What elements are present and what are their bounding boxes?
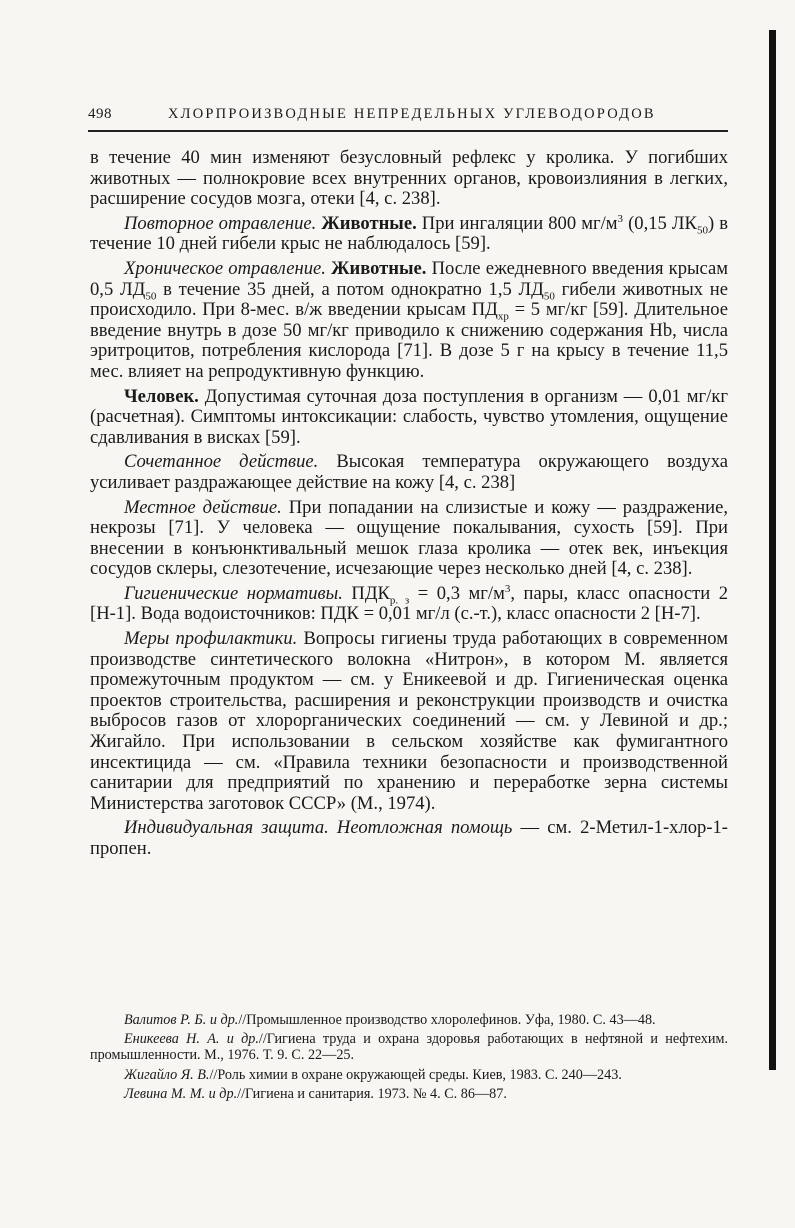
page-edge-shadow [769,30,776,1070]
subject-label: Животные. [331,257,427,279]
paragraph-chronic-poisoning: Хроническое отравление. Животные. После ежедневного введения крысам 0,5 $ЛД_{50}$ в течение 35 дней, а потом однократно 1,5 $ЛД_{50}$ гибели животных не происходило. При 8-мес. в/ж введении крысам $ПД_{хр} = 5$ мг/кг [59]. Длительное введение внутрь в дозе 50 мг/кг приводило к снижению содержания Hb, числа эритроцитов, потребления кислорода [71]. В дозе 5 г на крысу в течение 11,5 мес. влияет на репродуктивную функцию. [90,257,728,382]
reference-text: //Гигиена и санитария. 1973. № 4. С. 86—87. [237,1085,507,1102]
reference-text: //Гигиена труда и охрана здоровья работающих в нефтяной и нефтехим. промышленности. М., 1976. Т. 9. С. 22—25. [90,1031,728,1064]
reference-author: Валитов Р. Б. и др. [124,1012,239,1028]
paragraph-human: Человек. Допустимая суточная доза поступления в организм — 0,01 мг/кг (расчетная). Симптомы интоксикации: слабость, чувство утомления, ощущение сдавливания в висках [59]. [90,385,728,448]
running-header [88,104,728,132]
section-lead: Местное действие. [124,496,282,518]
reference-text: //Роль химии в охране окружающей среды. Киев, 1983. С. 240—243. [209,1066,622,1083]
paragraph-protection: Индивидуальная защита. Неотложная помощь — см. 2-Метил-1-хлор-1-пропен. [90,817,728,859]
reference-item [90,1067,728,1083]
section-lead: Индивидуальная защита. Неотложная помощь [124,817,513,839]
section-lead: Повторное отравление. [124,212,317,234]
section-lead: Гигиенические нормативы. [124,582,343,604]
subject-label: Человек. [124,385,199,407]
reference-item [90,1031,728,1063]
references-list [90,1012,728,1105]
paragraph-repeated-poisoning: Повторное отравление. Животные. При ингаляции 800 $мг/м^3$ (0,15 $ЛК_{50}$) в течение 10 дней гибели крыс не наблюдалось [59]. [90,212,728,255]
subject-label: Животные. [321,212,417,234]
reference-item [90,1012,728,1028]
running-title: ХЛОРПРОИЗВОДНЫЕ НЕПРЕДЕЛЬНЫХ УГЛЕВОДОРОДОВ [168,106,656,122]
section-lead: Сочетанное действие. [124,451,319,473]
paragraph-prevention: Меры профилактики. Вопросы гигиены труда работающих в современном производстве синтетического волокна «Нитрон», в котором М. является промежуточным продуктом — см. у Еникеевой и др. Гигиеническая оценка проектов строительства, расширения и реконструкции производств и очистка выбросов газов от хлорорганических соединений — см. у Левиной и др.; Жигайло. При использовании в сельском хозяйстве как фумигантного инсектицида — см. «Правила техники безопасности и производственной санитарии для предприятий по хранению и переработке зерна системы Министерства заготовок СССР» (М., 1974). [90,628,728,814]
reference-author: Жигайло Я. В. [124,1066,210,1083]
reference-item [90,1086,728,1102]
main-text [90,148,728,864]
paragraph-hygienic-standards: Гигиенические нормативы. $ПДК_{р. з} = 0,3$ $мг/м^3$, пары, класс опасности 2 [Н-1]. Вода водоисточников: ПДК = 0,01 мг/л (с.-т.), класс опасности 2 [Н-7]. [90,582,728,625]
section-lead: Меры профилактики. [124,628,298,650]
paragraph-combined-action: Сочетанное действие. Высокая температура окружающего воздуха усиливает раздражающее действие на кожу [4, с. 238] [90,451,729,493]
section-lead: Хроническое отравление. [124,257,326,279]
reference-text: //Промышленное производство хлоролефинов. Уфа, 1980. С. 43—48. [238,1012,656,1028]
reference-author: Еникеева Н. А. и др. [124,1031,259,1048]
paragraph-continued: в течение 40 мин изменяют безусловный рефлекс у кролика. У погибших животных — полнокровие всех внутренних органов, кровоизлияния в легких, расширение сосудов мозга, отеки [4, с. 238]. [90,147,728,210]
page-number: 498 [88,106,112,122]
reference-author: Левина М. М. и др. [124,1085,238,1102]
paragraph-local-action: Местное действие. При попадании на слизистые и кожу — раздражение, некрозы [71]. У человека — ощущение покалывания, сухость [59]. При внесении в конъюнктивальный мешок глаза кролика — отек век, инъекция сосудов склеры, слезотечение, исчезающие через несколько дней [4, с. 238]. [90,496,729,580]
